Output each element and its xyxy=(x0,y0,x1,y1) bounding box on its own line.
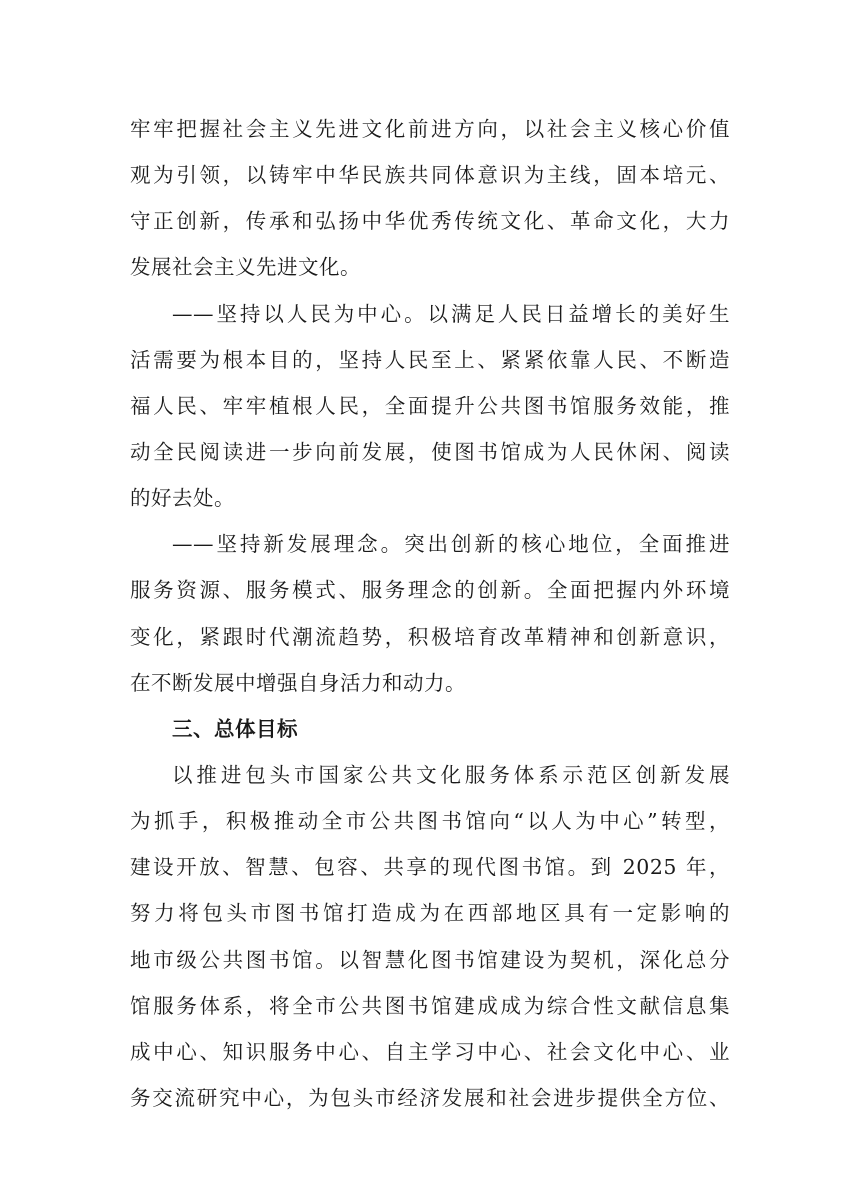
text-line: 在不断发展中增强自身活力和动力。 xyxy=(130,671,466,695)
text-line: 发展社会主义先进文化。 xyxy=(130,255,361,279)
text-line: 变化，紧跟时代潮流趋势，积极培育改革精神和创新意识， xyxy=(130,625,730,649)
text-line: 动全民阅读进一步向前发展，使图书馆成为人民休闲、阅读 xyxy=(130,440,730,464)
text-line: 观为引领，以铸牢中华民族共同体意识为主线，固本培元、 xyxy=(130,163,730,187)
text-line: 活需要为根本目的，坚持人民至上、紧紧依靠人民、不断造 xyxy=(130,348,730,372)
text-line: ——坚持新发展理念。突出创新的核心地位，全面推进 xyxy=(172,532,730,556)
text-line: 馆服务体系，将全市公共图书馆建成成为综合性文献信息集 xyxy=(130,994,730,1018)
text-line: 地市级公共图书馆。以智慧化图书馆建设为契机，深化总分 xyxy=(130,948,730,972)
section-heading: 三、总体目标 xyxy=(172,717,298,741)
text-line: 以推进包头市国家公共文化服务体系示范区创新发展 xyxy=(172,763,730,787)
text-line: 牢牢把握社会主义先进文化前进方向，以社会主义核心价值 xyxy=(130,117,730,141)
text-line: 努力将包头市图书馆打造成为在西部地区具有一定影响的 xyxy=(130,901,730,925)
text-line: 成中心、知识服务中心、自主学习中心、社会文化中心、业 xyxy=(130,1040,730,1064)
text-line: 守正创新，传承和弘扬中华优秀传统文化、革命文化，大力 xyxy=(130,209,730,233)
text-line: ——坚持以人民为中心。以满足人民日益增长的美好生 xyxy=(172,302,730,326)
text-line: 福人民、牢牢植根人民，全面提升公共图书馆服务效能，推 xyxy=(130,394,730,418)
text-line: 的好去处。 xyxy=(130,486,235,510)
text-line: 服务资源、服务模式、服务理念的创新。全面把握内外环境 xyxy=(130,578,730,602)
text-line: 建设开放、智慧、包容、共享的现代图书馆。到 2025 年， xyxy=(130,855,730,879)
text-line: 务交流研究中心，为包头市经济发展和社会进步提供全方位、 xyxy=(130,1086,730,1110)
text-line: 为抓手，积极推动全市公共图书馆向“以人为中心”转型， xyxy=(130,809,730,833)
